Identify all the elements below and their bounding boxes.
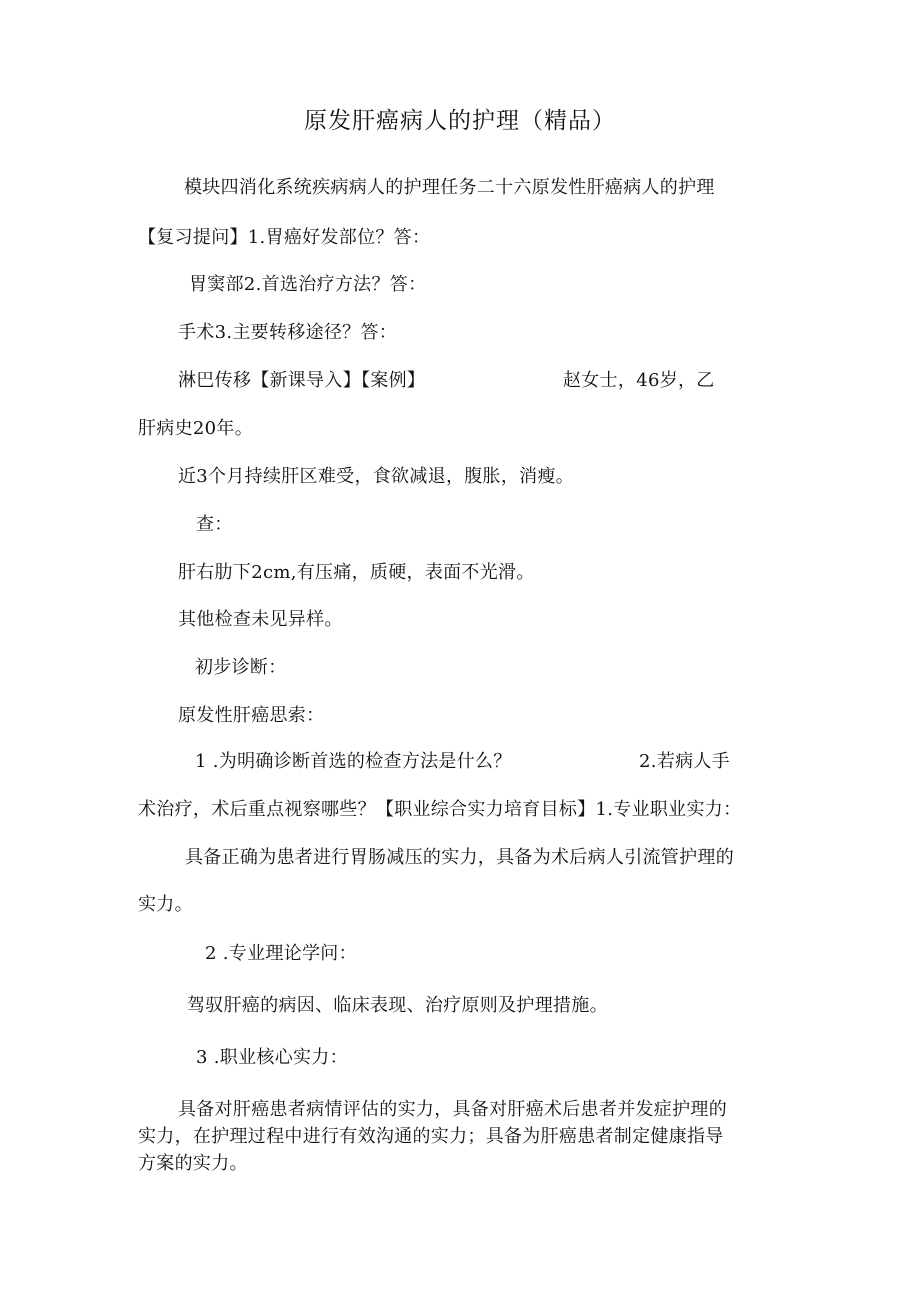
question-2: 2.若病人手 bbox=[639, 751, 730, 772]
case-intro-left: 淋巴传移【新课导入】【案例】 bbox=[178, 370, 426, 391]
core-text-line-2: 实力，在护理过程中进行有效沟通的实力；具备为肝癌患者制定健康指导 bbox=[138, 1126, 724, 1147]
case-history: 肝病史20年。 bbox=[138, 418, 254, 439]
exam-label: 查： bbox=[196, 514, 233, 535]
ability-1-text-end: 实力。 bbox=[138, 894, 193, 915]
theory-text: 驾驭肝癌的病因、临床表现、治疗原则及护理措施。 bbox=[187, 995, 608, 1016]
review-question-1: 【复习提问】1.胃癌好发部位？答： bbox=[138, 227, 431, 248]
question-1: 1 .为明确诊断首选的检查方法是什么？ bbox=[195, 751, 512, 772]
exam-finding: 肝右肋下2cm,有压痛，质硬，表面不光滑。 bbox=[178, 562, 535, 583]
diagnosis-think: 原发性肝癌思索： bbox=[178, 705, 325, 726]
document-title: 原发肝癌病人的护理（精品） bbox=[304, 108, 616, 134]
diagnosis-label: 初步诊断： bbox=[195, 657, 287, 678]
theory-heading: 2 .专业理论学问： bbox=[205, 943, 357, 964]
case-intro-right: 赵女士，46岁，乙 bbox=[563, 370, 715, 391]
question-2-continued: 术治疗，术后重点视察哪些？【职业综合实力培育目标】1.专业职业实力： bbox=[138, 799, 742, 820]
review-question-3: 手术3.主要转移途径？答： bbox=[178, 322, 398, 343]
core-text-line-1: 具备对肝癌患者病情评估的实力，具备对肝癌术后患者并发症护理的 bbox=[178, 1099, 727, 1120]
ability-1-text: 具备正确为患者进行胃肠减压的实力，具备为术后病人引流管护理的 bbox=[185, 847, 734, 868]
other-exam: 其他检查未见异样。 bbox=[178, 609, 343, 630]
module-line: 模块四消化系统疾病病人的护理任务二十六原发性肝癌病人的护理 bbox=[184, 177, 715, 198]
review-question-2: 胃窦部2.首选治疗方法？答： bbox=[189, 274, 427, 295]
core-text-line-3: 方案的实力。 bbox=[138, 1153, 248, 1174]
core-heading: 3 .职业核心实力： bbox=[196, 1047, 348, 1068]
case-symptoms: 近3个月持续肝区难受，食欲减退，腹胀，消瘦。 bbox=[178, 466, 575, 487]
